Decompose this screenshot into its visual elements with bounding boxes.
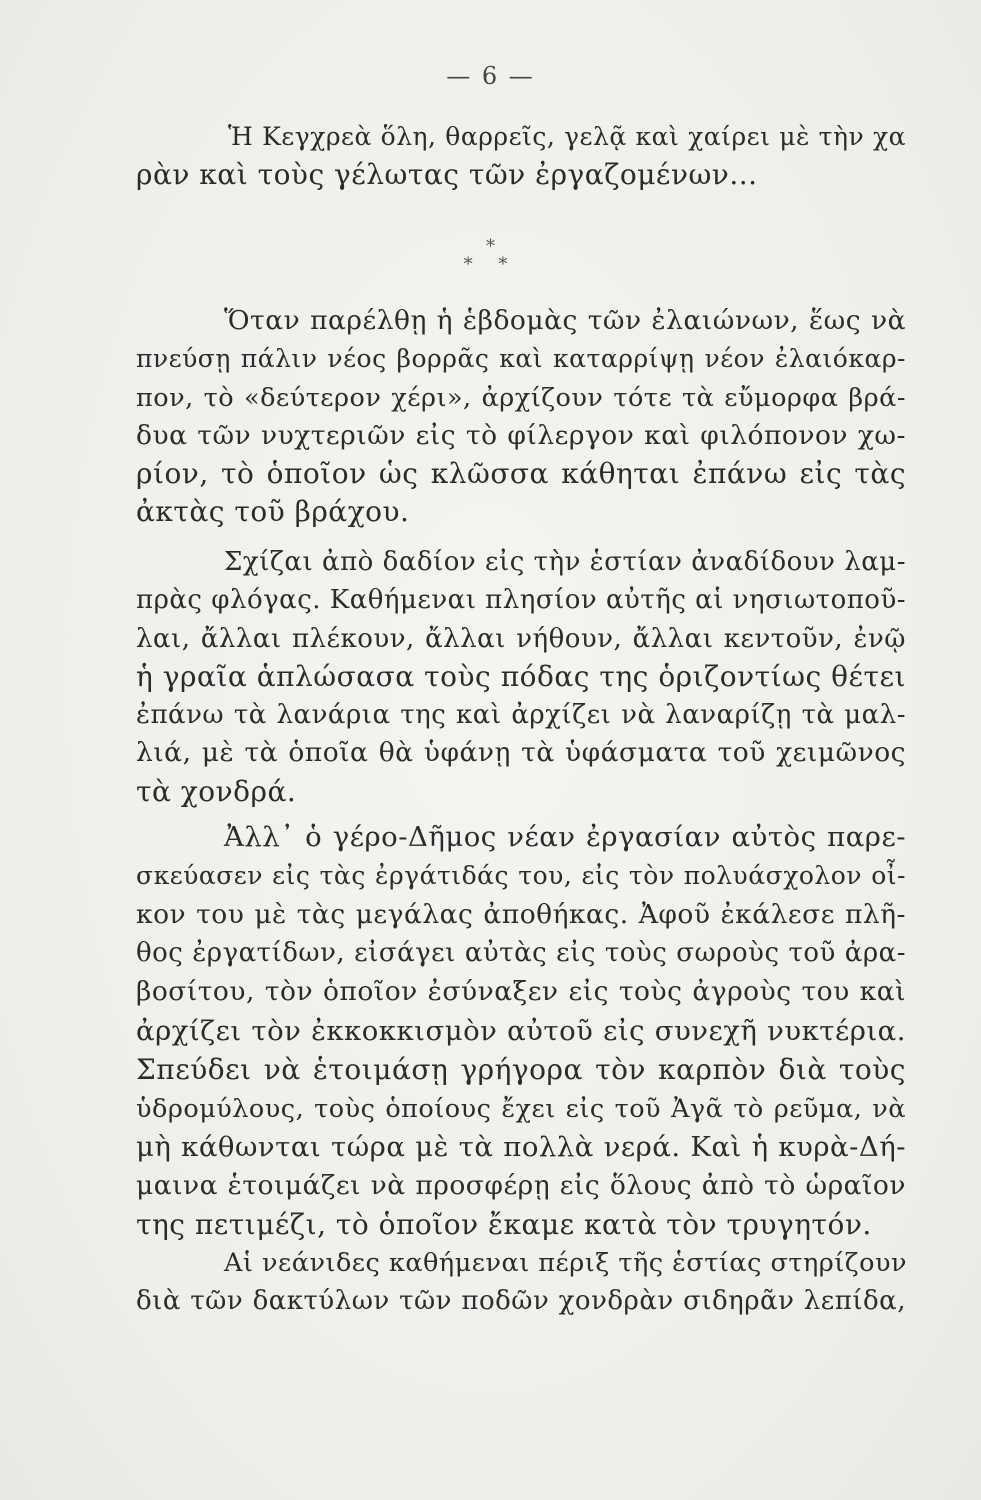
asterism-bottom: * * [463,254,518,275]
page-number: — 6 — [446,62,535,90]
text-line: Σπεύδει νὰ ἑτοιμάσῃ γρήγορα τὸν καρπὸν διὰ τοὺς [136,1052,906,1086]
text-line: μὴ κάθωνται τώρα μὲ τὰ πολλὰ νερά. Καὶ ἡ κυρὰ-Δή- [136,1131,906,1164]
text-line: ὑδρομύλους, τοὺς ὁποίους ἔχει εἰς τοῦ Ἀγᾶ τὸ ρεῦμα, νὰ [136,1093,906,1124]
text-line: διὰ τῶν δακτύλων τῶν ποδῶν χονδρὰν σιδηρᾶν λεπίδα, [136,1286,906,1316]
text-line: Σχίζαι ἀπὸ δαδίον εἰς τὴν ἑστίαν ἀναδίδουν λαμ- [224,547,906,577]
text-line: πνεύσῃ πάλιν νέος βορρᾶς καὶ καταρρίψῃ νέον ἐλαιόκαρ- [136,344,906,374]
text-line: Αἱ νεάνιδες καθήμεναι πέριξ τῆς ἑστίας στηρίζουν [224,1248,907,1278]
text-line: ρίον, τὸ ὁποῖον ὡς κλῶσσα κάθηται ἐπάνω εἰς τὰς [136,457,906,491]
text-line: της πετιμέζι, τὸ ὁποῖον ἔκαμε κατὰ τὸν τρυγητόν. [136,1207,872,1241]
text-line: θος ἐργατίδων, εἰσάγει αὐτὰς εἰς τοὺς σωροὺς τοῦ ἀρα- [136,938,906,969]
asterism-top: * [486,236,495,257]
text-line: πον, τὸ «δεύτερον χέρι», ἀρχίζουν τότε τὰ εὔμορφα βρά- [136,382,906,413]
text-line: πρὰς φλόγας. Καθήμεναι πλησίον αὐτῆς αἱ νησιωτοποῦ- [136,585,907,616]
text-line: βοσίτου, τὸν ὁποῖον ἐσύναξεν εἰς τοὺς ἀγροὺς του καὶ [136,976,906,1008]
text-line: ἀρχίζει τὸν ἐκκοκκισμὸν αὐτοῦ εἰς συνεχῆ νυκτέρια. [136,1014,906,1047]
paragraph-3 [136,543,906,811]
text-line: λιά, μὲ τὰ ὁποῖα θὰ ὑφάνῃ τὰ ὑφάσματα τοῦ χειμῶνος [136,737,906,769]
text-line: τὰ χονδρά. [136,774,297,808]
text-line: ρὰν καὶ τοὺς γέλωτας τῶν ἐργαζομένων... [136,158,758,191]
paragraph-1 [136,118,906,194]
section-separator [0,238,981,274]
text-line: Ὅταν παρέλθῃ ἡ ἑβδομὰς τῶν ἐλαιώνων, ἕως νὰ [224,305,906,336]
paragraph-4 [136,818,906,1245]
text-line: μαινα ἑτοιμάζει νὰ προσφέρῃ εἰς ὅλους ἀπὸ τὸ ὡραῖον [136,1170,906,1202]
paragraph-5 [136,1244,906,1320]
text-line: ἡ γραῖα ἁπλώσασα τοὺς πόδας της ὁριζοντίως θέτει [136,659,906,693]
text-line: ἐπάνω τὰ λανάρια της καὶ ἀρχίζει νὰ λαναρίζῃ τὰ μαλ- [136,700,906,731]
text-line: Ἀλλ᾿ ὁ γέρο-Δῆμος νέαν ἐργασίαν αὐτὸς παρε- [224,821,906,853]
text-line: λαι, ἄλλαι πλέκουν, ἄλλαι νήθουν, ἄλλαι κεντοῦν, ἐνῷ [136,623,906,654]
paragraph-2 [136,302,906,532]
text-line: ἀκτὰς τοῦ βράχου. [136,495,410,529]
text-line: κον του μὲ τὰς μεγάλας ἀποθήκας. Ἀφοῦ ἐκάλεσε πλῆ- [136,898,906,930]
text-line: δυα τῶν νυχτεριῶν εἰς τὸ φίλεργον καὶ φιλόπονον χω- [136,419,906,451]
text-line: Ἡ Κεγχρεὰ ὅλη, θαρρεῖς, γελᾷ καὶ χαίρει μὲ τὴν χα [228,122,906,151]
text-line: σκεύασεν εἰς τὰς ἐργάτιδάς του, εἰς τὸν πολυάσχολον οἶ- [136,860,906,890]
